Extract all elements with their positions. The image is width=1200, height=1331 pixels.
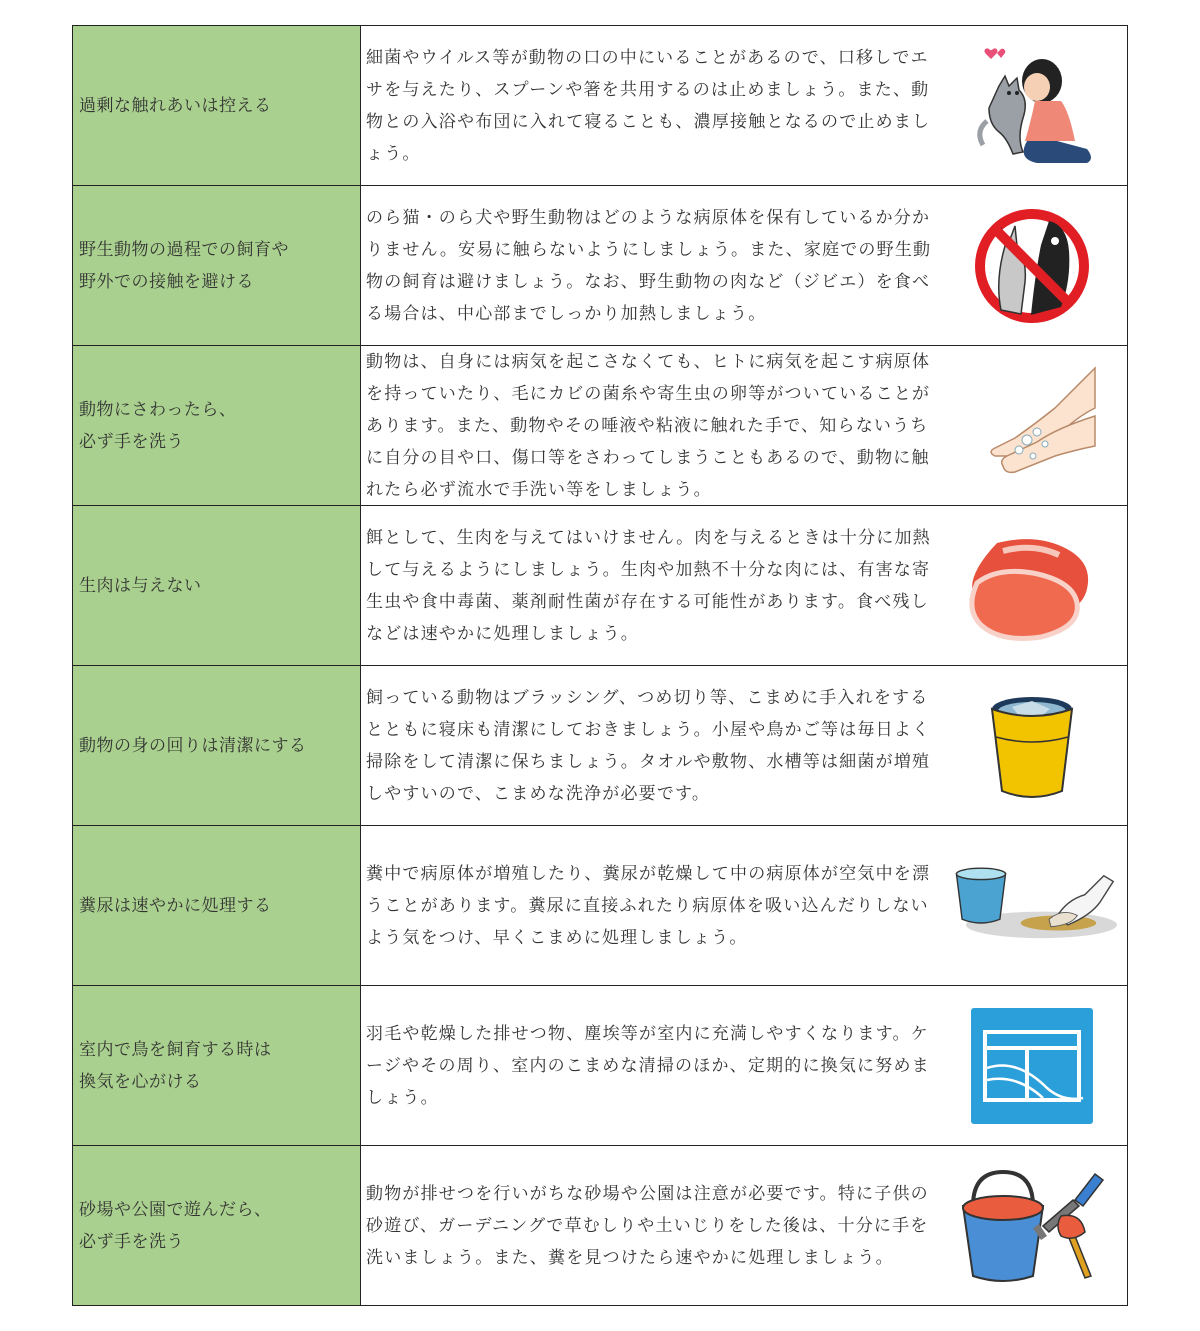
row-heading: 室内で鳥を飼育する時は 換気を心がける <box>73 986 361 1145</box>
row-heading: 砂場や公園で遊んだら、 必ず手を洗う <box>73 1146 361 1305</box>
row-heading: 糞尿は速やかに処理する <box>73 826 361 985</box>
row-description: 動物は、自身には病気を起こさなくても、ヒトに病気を起こす病原体を持っていたり、毛にカビの菌糸や寄生虫の卵等がついていることがあります。また、動物やその唾液や粘液に触れた手で、知らないうちに自分の目や口、傷口等をさわってしまうこともあるので、動物に触れたら必ず流水で手洗い等をしましょう。 <box>366 351 931 500</box>
row-heading: 生肉は与えない <box>73 506 361 665</box>
row-content <box>361 826 1128 985</box>
row-content <box>361 26 1128 185</box>
table-row <box>73 186 1128 346</box>
row-content <box>361 346 1128 505</box>
no-wild-animals-icon <box>947 196 1117 336</box>
table-row <box>73 506 1128 666</box>
row-description: 飼っている動物はブラッシング、つめ切り等、こまめに手入れをするとともに寝床も清潔にしておきましょう。小屋や鳥かご等は毎日よく掃除をして清潔に保ちましょう。タオルや敷物、水槽等は細菌が増殖しやすいので、こまめな洗浄が必要です。 <box>366 687 931 804</box>
table-row <box>73 1146 1128 1306</box>
woman-kissing-cat-icon <box>947 36 1117 176</box>
raw-meat-icon <box>947 516 1117 656</box>
floor-wiping-icon <box>947 836 1117 976</box>
table-row <box>73 986 1128 1146</box>
sand-toys-icon <box>947 1156 1117 1296</box>
row-content <box>361 1146 1128 1305</box>
row-description: 羽毛や乾燥した排せつ物、塵埃等が室内に充満しやすくなります。ケージやその周り、室内のこまめな清掃のほか、定期的に換気に努めましょう。 <box>366 1023 930 1108</box>
table-row <box>73 666 1128 826</box>
row-description: 糞中で病原体が増殖したり、糞尿が乾燥して中の病原体が空気中を漂うことがあります。糞尿に直接ふれたり病原体を吸い込んだりしないよう気をつけ、早くこまめに処理しましょう。 <box>366 863 931 948</box>
row-heading: 過剰な触れあいは控える <box>73 26 361 185</box>
table-row <box>73 826 1128 986</box>
row-description: 動物が排せつを行いがちな砂場や公園は注意が必要です。特に子供の砂遊び、ガーデニングで草むしりや土いじりをした後は、十分に手を洗いましょう。また、糞を見つけたら速やかに処理しましょう。 <box>366 1183 929 1268</box>
pet-hygiene-table <box>72 25 1128 1306</box>
row-heading: 動物の身の回りは清潔にする <box>73 666 361 825</box>
yellow-bucket-icon <box>947 676 1117 816</box>
row-content <box>361 666 1128 825</box>
row-description: 細菌やウイルス等が動物の口の中にいることがあるので、口移しでエサを与えたり、スプーンや箸を共用するのは止めましょう。また、動物との入浴や布団に入れて寝ることも、濃厚接触となるので止めましょう。 <box>366 47 931 164</box>
window-ventilation-icon <box>947 996 1117 1136</box>
row-heading: 野生動物の過程での飼育や 野外での接触を避ける <box>73 186 361 345</box>
row-description: 餌として、生肉を与えてはいけません。肉を与えるときは十分に加熱して与えるようにしましょう。生肉や加熱不十分な肉には、有害な寄生虫や食中毒菌、薬剤耐性菌が存在する可能性があります。食べ残しなどは速やかに処理しましょう。 <box>366 527 931 644</box>
table-row <box>73 26 1128 186</box>
row-content <box>361 186 1128 345</box>
hand-washing-icon <box>947 356 1117 496</box>
row-content <box>361 986 1128 1145</box>
row-description: のら猫・のら犬や野生動物はどのような病原体を保有しているか分かりません。安易に触らないようにしましょう。また、家庭での野生動物の飼育は避けましょう。なお、野生動物の肉など（ジビエ）を食べる場合は、中心部までしっかり加熱しましょう。 <box>366 207 932 324</box>
row-content <box>361 506 1128 665</box>
row-heading: 動物にさわったら、 必ず手を洗う <box>73 346 361 505</box>
table-row <box>73 346 1128 506</box>
